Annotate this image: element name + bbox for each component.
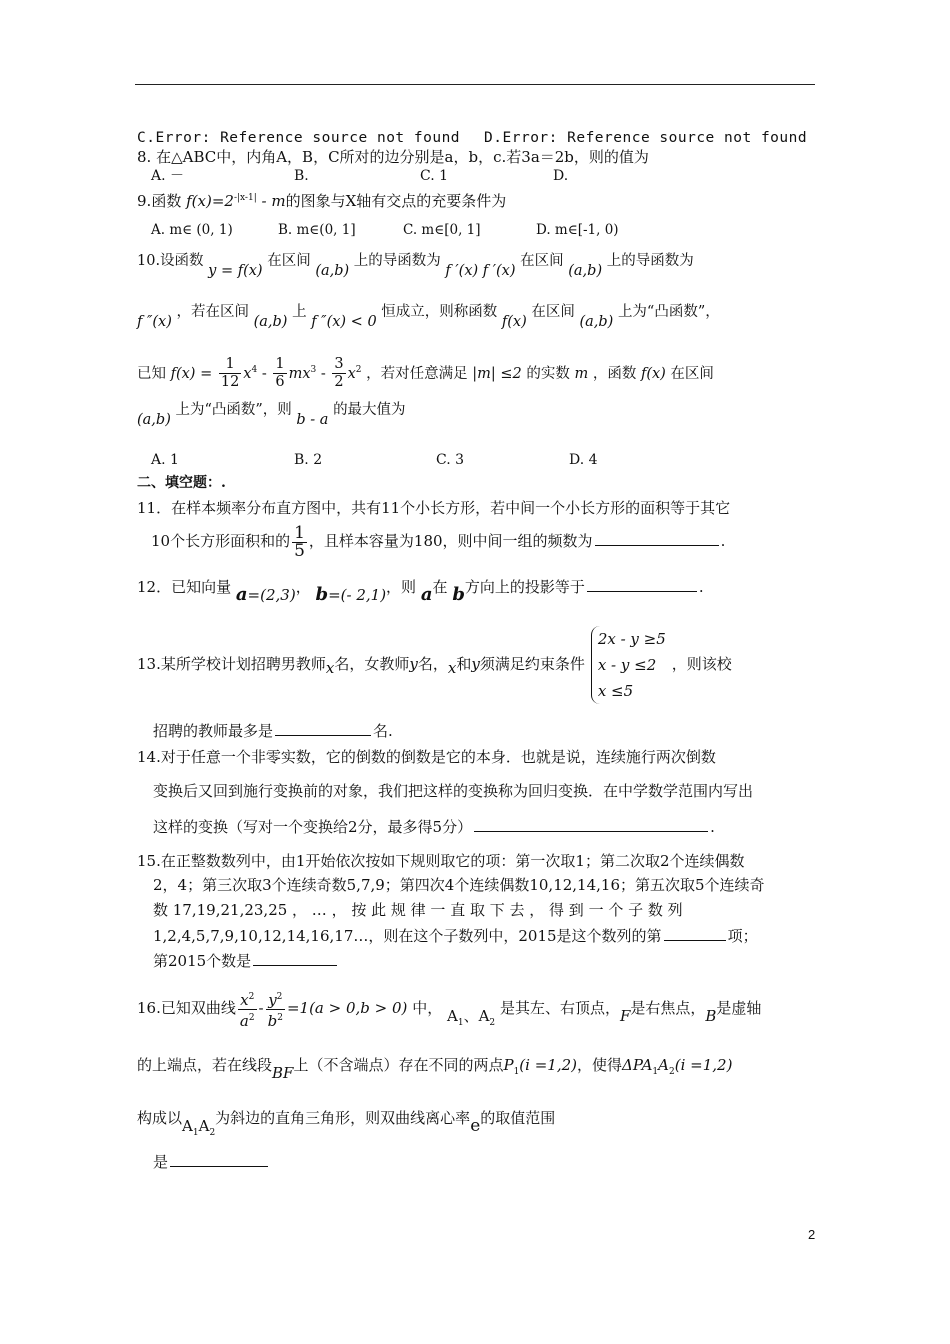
q9-prefix: 函数 [151, 192, 182, 210]
subscript: 1 [513, 1067, 520, 1077]
q8-option-d: D. [553, 168, 569, 184]
subscript: 1 [652, 1067, 659, 1077]
q10-line3 [137, 350, 714, 394]
q16-line2 [137, 1050, 732, 1087]
q7-option-c: C.Error: Reference source not found [137, 130, 461, 146]
q16-text: 为斜边的直角三角形，则双曲线离心率 [215, 1109, 471, 1127]
exponent: 4 [251, 365, 258, 375]
q12-stem [137, 574, 704, 605]
q15-line5 [153, 951, 339, 971]
q10-text: 上的导函数为 [353, 253, 441, 269]
q9-option-d: D. m∈[-1, 0) [536, 222, 619, 238]
denominator: b [267, 1011, 278, 1030]
q8-option-c: C. 1 [420, 168, 449, 184]
q16-text: 是右焦点， [630, 999, 706, 1017]
q10-second-derivative: f ″(x) [137, 314, 172, 330]
q12-vector-a: a [235, 584, 248, 605]
q15-answer-blank-1[interactable] [664, 939, 726, 941]
q16-triangle: ΔP [622, 1056, 642, 1074]
q10-fraction-3-2 [332, 356, 345, 391]
q13-text: ，则该校 [671, 655, 732, 673]
q10-text: 上的导函数为 [606, 253, 694, 269]
q13-answer-blank[interactable] [275, 734, 371, 736]
q13-constraint-1: 2x - y ≥5 [597, 630, 666, 648]
q10-interval: (a,b) [137, 412, 171, 428]
q16-text: 构成以 [137, 1109, 183, 1127]
q16-point-b: B [705, 1007, 717, 1025]
exponent: 2 [248, 991, 255, 1002]
q10-var: x [243, 365, 252, 382]
subscript: 1 [457, 1018, 464, 1028]
q10-interval: (a,b) [315, 263, 350, 279]
q13-var-x: x [447, 659, 457, 677]
numerator: y [268, 990, 277, 1009]
q9-option-c: C. m∈[0, 1] [403, 222, 481, 238]
q13-constraint-3: x ≤5 [597, 682, 634, 700]
q10-option-d: D. 4 [569, 452, 598, 468]
q13-stem [137, 622, 732, 706]
exponent: 3 [310, 365, 317, 375]
section-heading-fill-blank: 二、填空题：. [137, 475, 226, 491]
q16-index-range: (i =1,2) [674, 1056, 733, 1074]
q13-text: 13.某所学校计划招聘男教师 [137, 655, 326, 673]
subscript: 1 [192, 1128, 199, 1138]
minus: - [258, 999, 264, 1017]
q12-end: . [698, 578, 704, 596]
q10-text: 上 [292, 304, 307, 320]
exponent: 2 [276, 991, 283, 1002]
q10-text: 在区间 [520, 253, 564, 269]
q10-fraction-1-6 [273, 356, 286, 391]
q16-line3 [137, 1103, 555, 1140]
q16-sep: 、 [463, 1007, 479, 1025]
q10-text: 在区间 [267, 253, 311, 269]
q12-answer-blank[interactable] [587, 590, 697, 592]
q10-text: 的实数 [526, 365, 570, 382]
q10-text: 恒成立，则称函数 [381, 304, 498, 320]
q15-text: 1,2,4,5,7,9,10,12,14,16,17…，则在这个子数列中，2015是这个数列的第 [153, 927, 662, 945]
q11-line2 [151, 522, 725, 560]
q15-text: 项； [727, 927, 758, 945]
q12-vector-b: b [315, 584, 329, 605]
q16-line4 [153, 1152, 270, 1172]
q15-text: 第2015个数是 [153, 952, 252, 970]
numerator: 3 [334, 356, 344, 373]
q16-vertex-a2: A [198, 1117, 210, 1135]
q9-formula-tail: - m [261, 192, 286, 210]
q16-text: 16.已知双曲线 [137, 999, 236, 1017]
q13-text: 招聘的教师最多是 [153, 722, 274, 740]
q10-option-a: A. 1 [151, 452, 179, 468]
q9-suffix: 的图象与X轴有交点的充要条件为 [285, 192, 507, 210]
q16-fraction-y2-b2 [266, 989, 285, 1030]
subscript: 2 [209, 1128, 216, 1138]
minus: - [320, 365, 326, 382]
q13-var-x: x [325, 659, 335, 677]
header-rule [135, 84, 815, 85]
q10-fx: f(x) = [170, 365, 213, 382]
q14-text: 这样的变换（写对一个变换给2分，最多得5分） [153, 818, 473, 836]
q16-point-p: P [503, 1056, 514, 1074]
q15-line4 [153, 926, 758, 946]
q15-line3: 数 17,19,21,23,25 ， … ， 按 此 规 律 一 直 取 下 去 ， 得 到 一 个 子 数 列 [153, 901, 683, 919]
q13-var-y: y [471, 655, 480, 673]
q16-vertex-a1: A [182, 1117, 193, 1135]
q16-answer-blank[interactable] [170, 1165, 268, 1167]
q10-var-m: m [574, 365, 589, 382]
q8-option-b: B. [294, 168, 309, 184]
q10-var: mx [288, 365, 311, 382]
q9-option-a: A. m∈ (0, 1) [151, 222, 233, 238]
q10-fx: f(x) [640, 365, 666, 382]
numerator: 1 [219, 356, 241, 374]
q16-line1 [137, 985, 761, 1038]
q9-exponent: -|x-1| [233, 193, 257, 203]
q10-text: 10.设函数 [137, 253, 204, 269]
q10-b-minus-a: b - a [296, 412, 329, 428]
q13-text: 名， [417, 655, 448, 673]
q14-line1: 14.对于任意一个非零实数，它的倒数的倒数是它的本身．也就是说，连续施行两次倒数 [137, 748, 716, 766]
q10-var: x [347, 365, 356, 382]
q14-answer-blank[interactable] [474, 830, 708, 832]
q16-vertex-a1: A [446, 1007, 458, 1025]
q9-stem [137, 188, 506, 211]
q10-text: 上为“凸函数”，则 [175, 402, 292, 418]
q11-text: ，且样本容量为180，则中间一组的频数为 [308, 532, 593, 550]
q10-text: 的最大值为 [333, 402, 406, 418]
q16-text: 的取值范围 [480, 1109, 556, 1127]
q12-vector-a-value: =(2,3) [247, 586, 296, 604]
q10-line2 [137, 302, 720, 330]
denominator: 6 [275, 374, 285, 391]
q12-vector-a: a [420, 584, 433, 605]
q13-var-y: y [409, 655, 418, 673]
q10-text: 已知 [137, 365, 166, 382]
subscript: 2 [489, 1018, 496, 1028]
q10-fx: f(x) [501, 314, 527, 330]
subscript: 2 [669, 1067, 675, 1077]
denominator: 5 [294, 540, 305, 561]
denominator: 2 [334, 374, 344, 391]
q10-line1 [137, 251, 694, 279]
q16-vertices [446, 1007, 496, 1028]
q13-constraint-system [591, 626, 666, 704]
exponent: 2 [355, 365, 362, 375]
q10-function: y = f(x) [208, 263, 263, 279]
q16-segment-bf: BF [272, 1064, 294, 1082]
q15-line2: 2，4；第三次取3个连续奇数5,7,9；第四次4个连续偶数10,12,14,16；第五次取5个连续奇 [153, 876, 765, 894]
numerator: 1 [275, 356, 285, 373]
denominator: 12 [220, 374, 240, 391]
q10-interval: (a,b) [253, 314, 288, 330]
q16-text: 中， [412, 999, 443, 1017]
q10-text: ，若在区间 [176, 304, 249, 320]
q8-stem: 8. 在△ABC中，内角A，B，C所对的边分别是a，b，c.若3a＝2b，则的值为 [137, 148, 649, 166]
q10-text: 在区间 [531, 304, 575, 320]
q8-option-a: A. － [151, 168, 185, 184]
q11-end: . [720, 532, 726, 550]
q12-text: 方向上的投影等于 [464, 578, 585, 596]
q16-text: 上（不含端点）存在不同的两点 [293, 1056, 504, 1074]
q16-triangle: A [641, 1056, 653, 1074]
q16-eccentricity-e: e [470, 1116, 481, 1136]
q10-line4 [137, 400, 406, 428]
q9-option-b: B. m∈(0, 1] [278, 222, 356, 238]
q12-sep: ， [295, 578, 311, 596]
q15-line1: 15.在正整数数列中，由1开始依次按如下规则取它的项：第一次取1；第二次取2个连续偶数 [137, 852, 745, 870]
q13-text: 和 [456, 655, 472, 673]
q9-formula: f(x)=2 [186, 192, 234, 210]
exponent: 2 [248, 1012, 255, 1023]
q10-text: 上为“凸函数”， [617, 304, 720, 320]
q16-text: ，使得 [577, 1056, 623, 1074]
q16-equation-tail: =1(a > 0,b > 0) [286, 999, 408, 1017]
q13-end: 名. [373, 722, 393, 740]
q10-interval: (a,b) [568, 263, 603, 279]
q10-fraction-1-12 [219, 356, 241, 391]
q10-text: 在区间 [670, 365, 714, 382]
q16-hypotenuse [182, 1117, 216, 1138]
q11-text: 10个长方形面积和的 [151, 532, 291, 550]
q10-text: ，函数 [592, 365, 637, 382]
q16-vertex-a2: A [478, 1007, 490, 1025]
q16-focus-f: F [619, 1007, 631, 1025]
q13-text: 名，女教师 [334, 655, 410, 673]
exponent: 2 [277, 1012, 283, 1023]
numerator: x [240, 990, 249, 1009]
q9-number: 9. [137, 192, 152, 210]
minus: - [261, 365, 267, 382]
q12-text: 12．已知向量 [137, 578, 232, 596]
q16-text: 的上端点，若在线段 [137, 1056, 273, 1074]
q13-line2 [153, 721, 393, 741]
q7-options [137, 128, 807, 148]
q10-condition: f ″(x) < 0 [311, 314, 377, 330]
q12-vector-b: b [452, 584, 465, 605]
q10-interval: (a,b) [579, 314, 614, 330]
q12-text: 在 [432, 578, 448, 596]
numerator: 1 [294, 522, 305, 543]
q10-abs-condition: |m| ≤2 [472, 365, 522, 382]
q10-text: ，若对任意满足 [366, 365, 468, 382]
q13-constraint-2: x - y ≤2 [597, 656, 657, 674]
q11-fraction-1-5 [292, 522, 307, 561]
q16-text: 是其左、右顶点， [499, 999, 620, 1017]
q12-vector-b-value: =(- 2,1) [328, 586, 387, 604]
q11-answer-blank[interactable] [595, 544, 719, 546]
q16-fraction-x2-a2 [238, 989, 257, 1030]
q14-line3 [153, 817, 715, 837]
q7-option-d: D.Error: Reference source not found [484, 130, 808, 146]
q14-line2: 变换后又回到施行变换前的对象，我们把这样的变换称为回归变换．在中学数学范围内写出 [153, 782, 754, 800]
q10-option-c: C. 3 [436, 452, 465, 468]
q11-line1: 11．在样本频率分布直方图中，共有11个小长方形，若中间一个小长方形的面积等于其它 [137, 499, 731, 517]
q10-option-b: B. 2 [294, 452, 323, 468]
page-number: 2 [808, 1227, 816, 1242]
q12-text: ，则 [386, 578, 417, 596]
q16-triangle: A [658, 1056, 669, 1074]
q15-answer-blank-2[interactable] [253, 964, 337, 966]
q13-text: 须满足约束条件 [479, 655, 585, 673]
q10-derivative: f ′(x) f ′(x) [445, 263, 516, 279]
denominator: a [239, 1011, 249, 1030]
q16-index-range: (i =1,2) [519, 1056, 577, 1074]
q16-text: 是 [153, 1153, 169, 1171]
q16-text: 是虚轴 [716, 999, 762, 1017]
q14-end: . [710, 818, 715, 836]
